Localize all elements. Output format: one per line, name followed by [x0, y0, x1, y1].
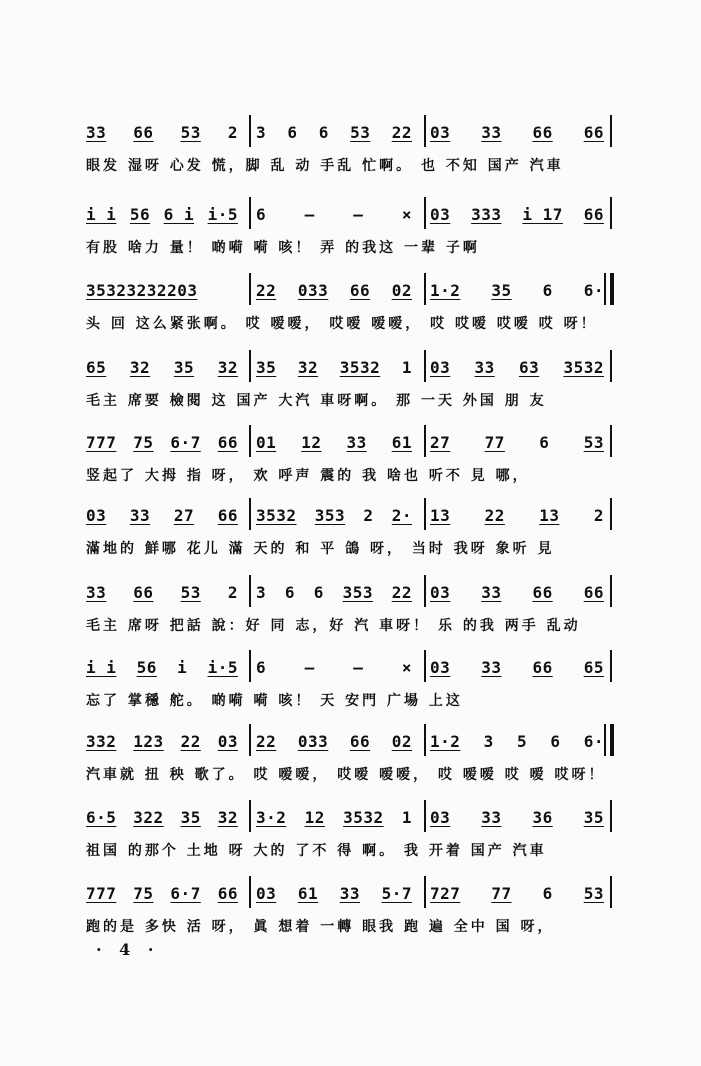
bar-line: [249, 197, 251, 229]
note-group: 66: [217, 883, 238, 903]
notes-row: [86, 273, 626, 307]
measure: [430, 650, 604, 684]
notation-system: [86, 650, 626, 720]
note-group: 33: [346, 432, 367, 452]
note-group: 66: [532, 582, 553, 602]
note-group: 35: [256, 357, 277, 377]
measure: [86, 425, 238, 459]
measure: [256, 498, 412, 532]
measure: [430, 575, 604, 609]
measure: [256, 575, 412, 609]
measure: [256, 724, 412, 758]
bar-line: [610, 724, 614, 756]
note-group: 6: [313, 582, 324, 602]
bar-line: [424, 115, 426, 147]
note-group: 35: [180, 807, 201, 827]
bar-line: [424, 273, 426, 305]
note-group: 35: [491, 280, 512, 300]
measure: [86, 800, 238, 834]
bar-line: [249, 650, 251, 682]
bar-line: [610, 115, 612, 147]
note-group: 61: [297, 883, 319, 903]
bar-line: [610, 876, 612, 908]
measure: [430, 876, 604, 910]
note-group: —: [304, 657, 315, 677]
note-group: 33: [474, 357, 495, 377]
note-group: 22: [391, 122, 412, 142]
note-group: 03: [217, 731, 238, 751]
bar-line: [610, 273, 614, 305]
measure: [86, 650, 238, 684]
note-group: 53: [583, 432, 604, 452]
notation-system: [86, 273, 626, 343]
note-group: 777: [86, 883, 117, 903]
note-group: 22: [256, 280, 277, 300]
note-group: 33: [481, 122, 502, 142]
note-group: 03: [430, 122, 451, 142]
lyrics-line: 忘了 掌穩 舵。 啲嗬 嗬 咳！ 天 安門 广場 上这: [86, 693, 463, 709]
note-group: 75: [133, 883, 154, 903]
note-group: i: [177, 657, 188, 677]
bar-line: [249, 724, 251, 756]
measure: [86, 498, 238, 532]
note-group: 35: [173, 357, 195, 377]
measure: [86, 273, 238, 307]
note-group: 66: [532, 122, 553, 142]
bar-line: [610, 650, 612, 682]
measure: [256, 876, 412, 910]
note-group: 32: [129, 357, 151, 377]
note-group: 3: [483, 731, 494, 751]
note-group: 66: [349, 731, 371, 751]
bar-line: [610, 575, 612, 607]
note-group: i i: [86, 204, 117, 224]
lyrics-line: 头 回 这么紧张啊。 哎 嗳嗳， 哎嗳 嗳嗳， 哎 哎嗳 哎嗳 哎 呀！: [86, 316, 598, 332]
measure: [430, 350, 604, 384]
notes-row: [86, 197, 626, 231]
measure: [256, 197, 412, 231]
note-group: 727: [430, 883, 461, 903]
note-group: 66: [133, 122, 154, 142]
bar-line: [249, 800, 251, 832]
measure: [256, 425, 412, 459]
measure: [86, 115, 238, 149]
notation-system: [86, 876, 626, 946]
note-group: 03: [430, 807, 451, 827]
bar-line: [610, 350, 612, 382]
note-group: 22: [180, 731, 201, 751]
note-group: 777: [86, 432, 117, 452]
note-group: 22: [484, 505, 505, 525]
note-group: 123: [133, 731, 164, 751]
notes-row: [86, 800, 626, 834]
note-group: 61: [391, 432, 412, 452]
note-group: 6: [284, 582, 295, 602]
note-group: 12: [301, 432, 322, 452]
note-group: 12: [304, 807, 325, 827]
bar-line: [424, 350, 426, 382]
note-group: 03: [430, 357, 451, 377]
note-group: 6: [542, 280, 553, 300]
bar-line: [249, 498, 251, 530]
note-group: 03: [430, 204, 451, 224]
page-number: · 4 ·: [96, 940, 160, 959]
measure: [430, 498, 604, 532]
measure: [430, 425, 604, 459]
notation-system: [86, 425, 626, 495]
notes-row: [86, 650, 626, 684]
note-group: i i: [86, 657, 117, 677]
note-group: 22: [256, 731, 277, 751]
note-group: 5·7: [381, 883, 412, 903]
note-group: 33: [481, 807, 502, 827]
note-group: 66: [583, 582, 604, 602]
notation-system: [86, 800, 626, 870]
notation-system: [86, 724, 626, 794]
notes-row: [86, 115, 626, 149]
lyrics-line: 眼发 湿呀 心发 慌，脚 乱 动 手乱 忙啊。 也 不知 国产 汽車: [86, 158, 564, 174]
note-group: 3: [256, 582, 267, 602]
note-group: 27: [173, 505, 195, 525]
notes-row: [86, 498, 626, 532]
notes-row: [86, 724, 626, 758]
lyrics-line: 祖国 的那个 土地 呀 大的 了不 得 啊。 我 开着 国产 汽車: [86, 843, 547, 859]
note-group: 332: [86, 731, 117, 751]
measure: [430, 115, 604, 149]
bar-line: [249, 575, 251, 607]
lyrics-line: 毛主 席要 檢閱 这 国产 大汽 車呀啊。 那 一天 外国 朋 友: [86, 393, 547, 409]
note-group: 6: [542, 883, 553, 903]
note-group: ×: [401, 657, 412, 677]
measure: [256, 650, 412, 684]
note-group: 2: [363, 505, 374, 525]
bar-line: [610, 197, 612, 229]
note-group: 66: [217, 505, 238, 525]
note-group: 3532: [563, 357, 604, 377]
note-group: 6: [318, 122, 329, 142]
measure: [86, 197, 238, 231]
note-group: —: [353, 204, 364, 224]
note-group: 02: [391, 731, 412, 751]
note-group: 53: [350, 122, 371, 142]
note-group: 6: [539, 432, 550, 452]
measure: [86, 350, 238, 384]
measure: [430, 273, 604, 307]
notation-system: [86, 115, 626, 185]
notes-row: [86, 876, 626, 910]
lyrics-line: 有股 啥力 量！ 啲嗬 嗬 咳！ 弄 的我这 一辈 子啊: [86, 240, 480, 256]
note-group: 66: [217, 432, 238, 452]
bar-line: [424, 425, 426, 457]
note-group: 32: [217, 357, 238, 377]
note-group: 6: [256, 204, 267, 224]
note-group: 65: [583, 657, 604, 677]
note-group: 02: [391, 280, 412, 300]
note-group: 33: [481, 582, 502, 602]
note-group: i·5: [207, 657, 238, 677]
note-group: 1: [401, 807, 412, 827]
note-group: 33: [86, 122, 107, 142]
lyrics-line: 滿地的 鮮哪 花儿 滿 天的 和 平 鴿 呀， 当时 我呀 象听 見: [86, 541, 555, 557]
measure: [256, 350, 412, 384]
notes-row: [86, 425, 626, 459]
note-group: 3·2: [256, 807, 287, 827]
note-group: 75: [133, 432, 154, 452]
note-group: 35323232203: [86, 280, 198, 300]
note-group: 66: [583, 204, 604, 224]
note-group: 353: [342, 582, 373, 602]
note-group: 33: [86, 582, 107, 602]
measure: [430, 800, 604, 834]
note-group: 33: [129, 505, 151, 525]
note-group: 3532: [256, 505, 297, 525]
note-group: 03: [86, 505, 107, 525]
lyrics-line: 跑的是 多快 活 呀， 眞 想着 一轉 眼我 跑 遍 全中 国 呀，: [86, 919, 555, 935]
note-group: 6 i: [163, 204, 195, 224]
note-group: 66: [583, 122, 604, 142]
lyrics-line: 汽車就 扭 秧 歌了。 哎 嗳嗳， 哎嗳 嗳嗳， 哎 嗳嗳 哎 嗳 哎呀！: [86, 767, 606, 783]
note-group: 22: [391, 582, 412, 602]
note-group: 77: [484, 432, 505, 452]
notes-row: [86, 350, 626, 384]
note-group: i 17: [522, 204, 563, 224]
note-group: 63: [518, 357, 540, 377]
note-group: 2·: [391, 505, 412, 525]
note-group: 13: [539, 505, 560, 525]
bar-line: [424, 724, 426, 756]
note-group: 32: [297, 357, 319, 377]
note-group: 1·2: [430, 731, 461, 751]
notation-system: [86, 197, 626, 267]
bar-line: [249, 876, 251, 908]
note-group: —: [304, 204, 315, 224]
note-group: 1·2: [430, 280, 461, 300]
note-group: 77: [491, 883, 512, 903]
measure: [430, 724, 604, 758]
note-group: i·5: [207, 204, 238, 224]
measure: [256, 800, 412, 834]
note-group: 033: [297, 280, 329, 300]
notation-system: [86, 350, 626, 420]
bar-line: [610, 800, 612, 832]
note-group: 32: [217, 807, 238, 827]
note-group: 3532: [339, 357, 381, 377]
note-group: 6·7: [170, 883, 201, 903]
bar-line: [249, 273, 251, 305]
measure: [86, 876, 238, 910]
bar-line: [249, 425, 251, 457]
note-group: —: [353, 657, 364, 677]
note-group: 6·5: [86, 807, 117, 827]
note-group: 66: [349, 280, 371, 300]
measure: [430, 197, 604, 231]
note-group: 01: [256, 432, 277, 452]
note-group: 56: [136, 657, 157, 677]
note-group: 53: [180, 582, 201, 602]
note-group: 6: [287, 122, 298, 142]
note-group: 033: [297, 731, 329, 751]
note-group: 53: [180, 122, 201, 142]
note-group: 27: [430, 432, 451, 452]
note-group: 6: [256, 657, 267, 677]
note-group: 6·7: [170, 432, 201, 452]
lyrics-line: 竖起了 大拇 指 呀， 欢 呼声 震的 我 啥也 听不 見 哪，: [86, 468, 530, 484]
note-group: 1: [401, 357, 412, 377]
note-group: 36: [532, 807, 553, 827]
notes-row: [86, 575, 626, 609]
note-group: 03: [430, 657, 451, 677]
bar-line: [424, 800, 426, 832]
measure: [86, 724, 238, 758]
note-group: 65: [86, 357, 107, 377]
note-group: 6·: [583, 280, 604, 300]
notation-system: [86, 575, 626, 645]
measure: [256, 115, 412, 149]
bar-line: [424, 197, 426, 229]
note-group: 6: [550, 731, 561, 751]
note-group: 2: [227, 122, 238, 142]
note-group: 13: [430, 505, 451, 525]
bar-line: [424, 498, 426, 530]
measure: [86, 575, 238, 609]
bar-line: [424, 575, 426, 607]
note-group: 56: [129, 204, 151, 224]
note-group: ×: [401, 204, 412, 224]
note-group: 66: [532, 657, 553, 677]
note-group: 33: [481, 657, 502, 677]
bar-line: [610, 498, 612, 530]
note-group: 353: [314, 505, 346, 525]
lyrics-line: 毛主 席呀 把話 說：好 同 志，好 汽 車呀！ 乐 的我 两手 乱动: [86, 618, 581, 634]
bar-line: [249, 350, 251, 382]
note-group: 2: [227, 582, 238, 602]
note-group: 333: [471, 204, 502, 224]
note-group: 03: [430, 582, 451, 602]
note-group: 2: [593, 505, 604, 525]
note-group: 3532: [343, 807, 384, 827]
bar-line: [249, 115, 251, 147]
note-group: 3: [256, 122, 267, 142]
note-group: 5: [516, 731, 528, 751]
note-group: 03: [256, 883, 277, 903]
measure: [256, 273, 412, 307]
note-group: 33: [339, 883, 360, 903]
bar-line: [424, 650, 426, 682]
note-group: 35: [583, 807, 604, 827]
bar-line: [424, 876, 426, 908]
note-group: 6·: [583, 731, 604, 751]
bar-line: [610, 425, 612, 457]
notation-system: [86, 498, 626, 568]
note-group: 322: [133, 807, 164, 827]
note-group: 53: [583, 883, 604, 903]
note-group: 66: [133, 582, 154, 602]
